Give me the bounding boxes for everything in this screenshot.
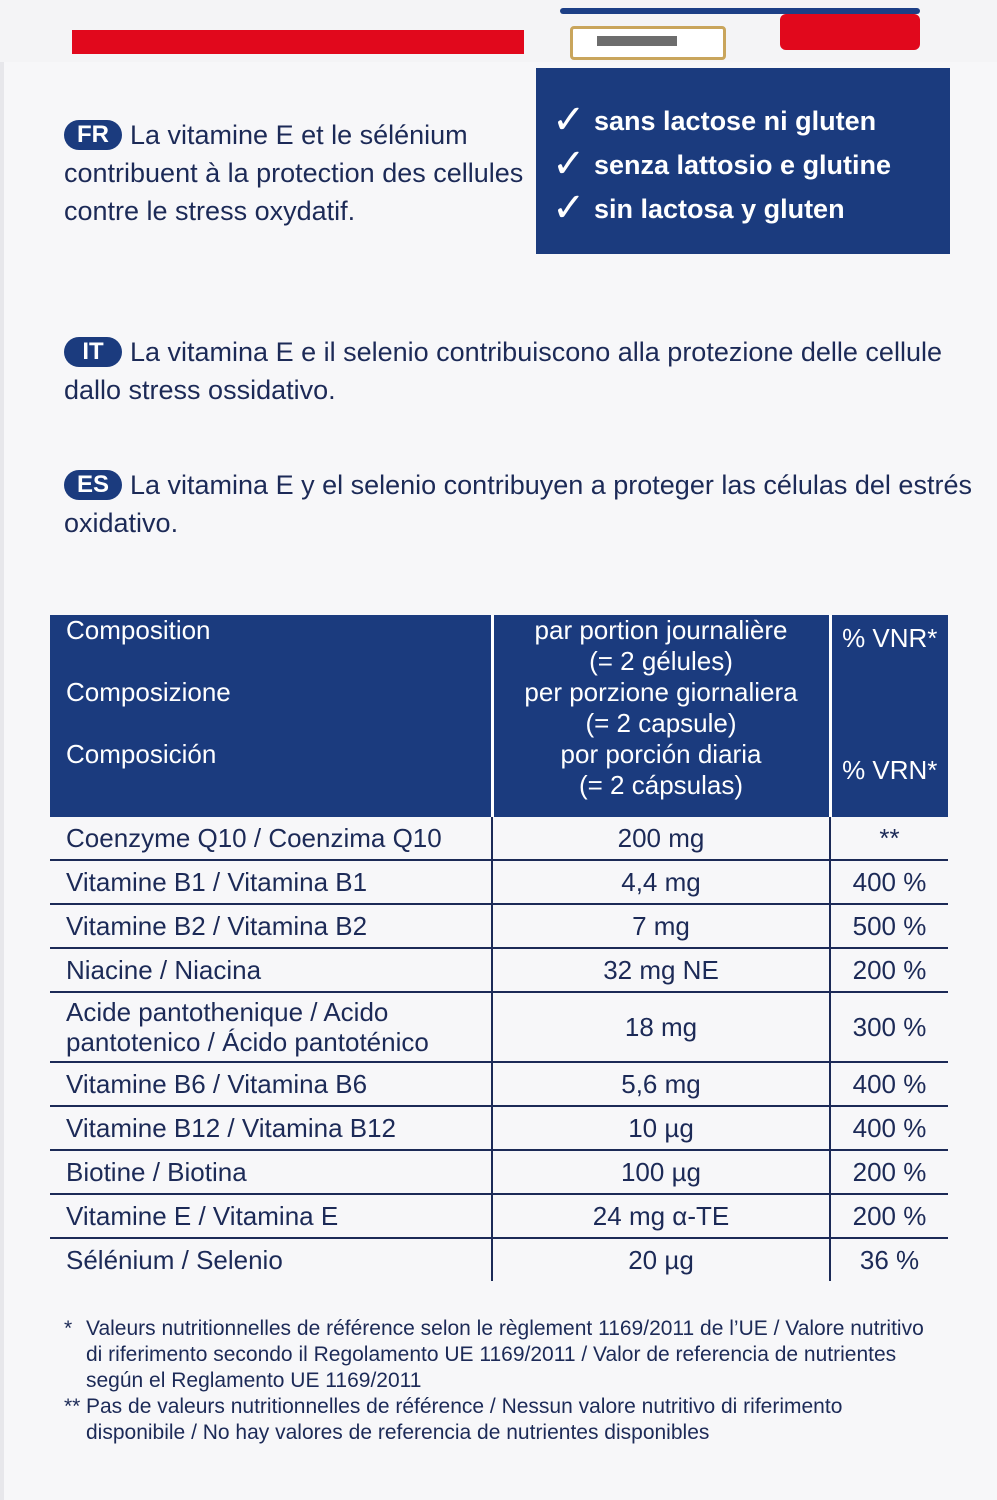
checkmark-icon: ✓ [552, 98, 586, 142]
table-row: Acide pantothenique / Acido pantotenico / Ácido pantoténico 18 mg 300 % [50, 992, 948, 1062]
table-row: Biotine / Biotina 100 µg 200 % [50, 1150, 948, 1194]
table-header-row [50, 615, 948, 817]
claim-es [64, 466, 974, 542]
claim-fr-text: La vitamine E et le sélénium contribuent à la protection des cellules contre le stress oxydatif. [64, 120, 524, 226]
checkmark-icon: ✓ [552, 142, 586, 186]
badge-item: ✓ sans lactose ni gluten [552, 98, 877, 142]
table-row: Coenzyme Q10 / Coenzima Q10 200 mg ** [50, 817, 948, 860]
claim-es-text: La vitamina E y el selenio contribuyen a proteger las células del estrés oxidativo. [64, 470, 972, 538]
red-brand-bar [72, 30, 524, 54]
lang-badge-es: ES [64, 470, 122, 500]
claim-it [64, 333, 964, 409]
product-name-banner [780, 14, 920, 50]
table-row: Vitamine B6 / Vitamina B6 5,6 mg 400 % [50, 1062, 948, 1106]
footnote-double-asterisk: ** Pas de valeurs nutritionnelles de référence / Nessun valore nutritivo di riferimento disponibile / No hay valores de referencia de nutrientes disponibles [64, 1395, 843, 1444]
table-row: Vitamine B12 / Vitamina B12 10 µg 400 % [50, 1106, 948, 1150]
table-row: Vitamine E / Vitamina E 24 mg α-TE 200 % [50, 1194, 948, 1238]
package-top-strip [0, 0, 997, 62]
header-daily-portion: par portion journalière (= 2 gélules) per porzione giornaliera (= 2 capsule) por porción diaria (= 2 cápsulas) [492, 615, 830, 817]
footnote-single-asterisk: * Valeurs nutritionnelles de référence selon le règlement 1169/2011 de l’UE / Valore nutritivo di riferimento secondo il Regolamento UE 1169/2011 / Valor de referencia de nutrientes según el Reglamento UE 1169/2011 [64, 1317, 924, 1392]
table-row: Vitamine B2 / Vitamina B2 7 mg 500 % [50, 904, 948, 948]
checkmark-icon: ✓ [552, 186, 586, 230]
table-row: Sélénium / Selenio 20 µg 36 % [50, 1238, 948, 1281]
badge-item: ✓ senza lattosio e glutine [552, 142, 892, 186]
table-row: Vitamine B1 / Vitamina B1 4,4 mg 400 % [50, 860, 948, 904]
claim-fr [64, 116, 534, 230]
table-row: Niacine / Niacina 32 mg NE 200 % [50, 948, 948, 992]
header-reference-percent: % VNR* % VRN* [842, 623, 938, 785]
brand-logo-badge [570, 26, 726, 60]
header-composition: Composition Composizione Composición [66, 615, 231, 769]
lang-badge-fr: FR [64, 120, 122, 150]
composition-table [50, 615, 948, 1281]
badge-item: ✓ sin lactosa y gluten [552, 186, 845, 230]
allergen-free-badge [536, 68, 950, 254]
lang-badge-it: IT [64, 337, 122, 367]
claim-it-text: La vitamina E e il selenio contribuiscono alla protezione delle cellule dallo stress ossidativo. [64, 337, 942, 405]
